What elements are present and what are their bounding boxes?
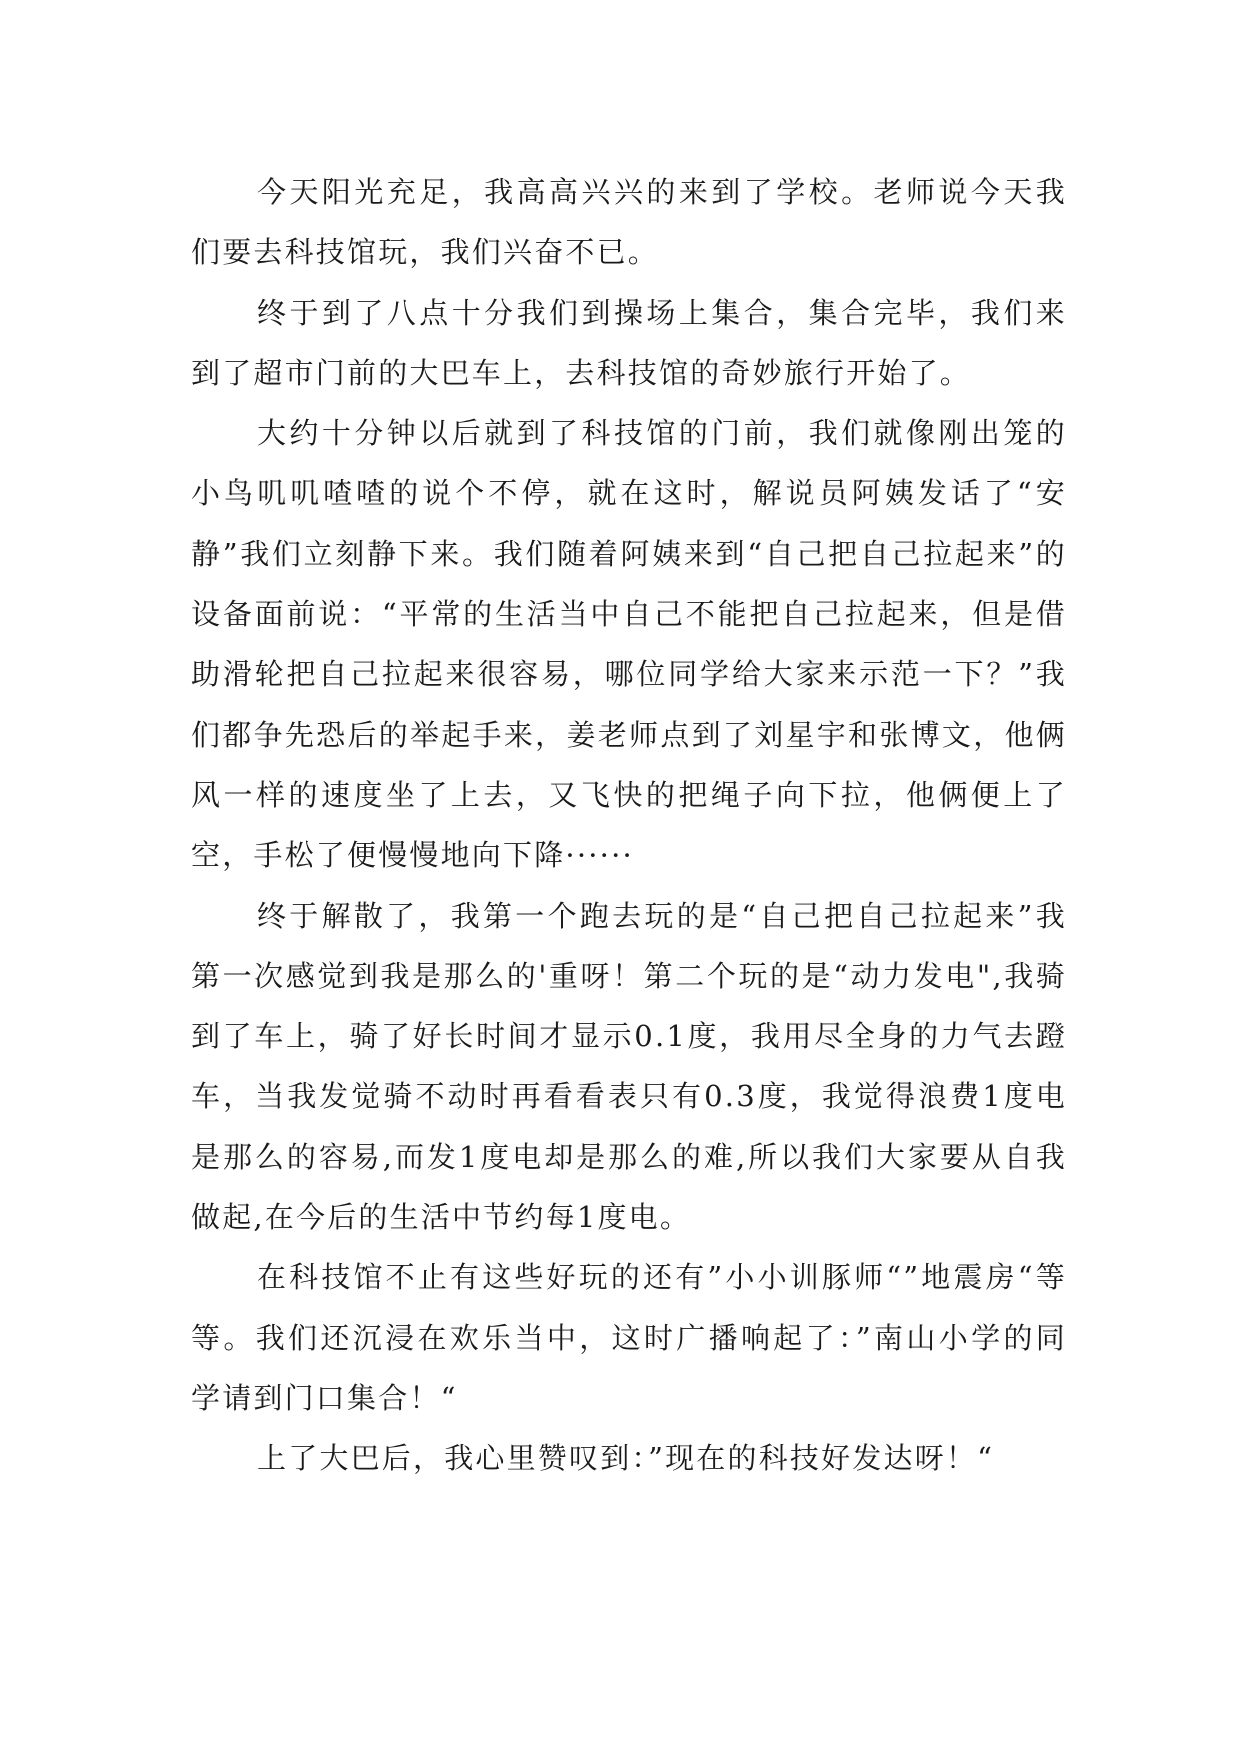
paragraph-1: 今天阳光充足，我高高兴兴的来到了学校。老师说今天我们要去科技馆玩，我们兴奋不已。 [191,175,1067,270]
paragraph-4: 终于解散了，我第一个跑去玩的是“自己把自己拉起来”我第一次感觉到我是那么的'重呀！第二个玩的是“动力发电",我骑到了车上，骑了好长时间才显示0.1度，我用尽全身的力气去蹬车，当我发觉骑不动时再看看表只有0.3度，我觉得浪费1度电是那么的容易,而发1度电却是那么的难,所以我们大家要从自我做起,在今后的生活中节约每1度电。 [191,898,1067,1235]
paragraph-5: 在科技馆不止有这些好玩的还有”小小训豚师“”地震房“等等。我们还沉浸在欢乐当中，这时广播响起了：”南山小学的同学请到门口集合！“ [191,1260,1067,1415]
paragraph-6: 上了大巴后，我心里赞叹到：”现在的科技好发达呀！“ [257,1441,995,1476]
paragraph-3: 大约十分钟以后就到了科技馆的门前，我们就像刚出笼的小鸟叽叽喳喳的说个不停，就在这时，解说员阿姨发话了“安静”我们立刻静下来。我们随着阿姨来到“自己把自己拉起来”的设备面前说：“平常的生活当中自己不能把自己拉起来，但是借助滑轮把自己拉起来很容易，哪位同学给大家来示范一下？”我们都争先恐后的举起手来，姜老师点到了刘星宇和张博文，他俩风一样的速度坐了上去，又飞快的把绳子向下拉，他俩便上了空，手松了便慢慢地向下降······ [191,416,1067,873]
document-body [191,162,1067,1489]
paragraph-2: 终于到了八点十分我们到操场上集合，集合完毕，我们来到了超市门前的大巴车上，去科技馆的奇妙旅行开始了。 [191,295,1067,390]
